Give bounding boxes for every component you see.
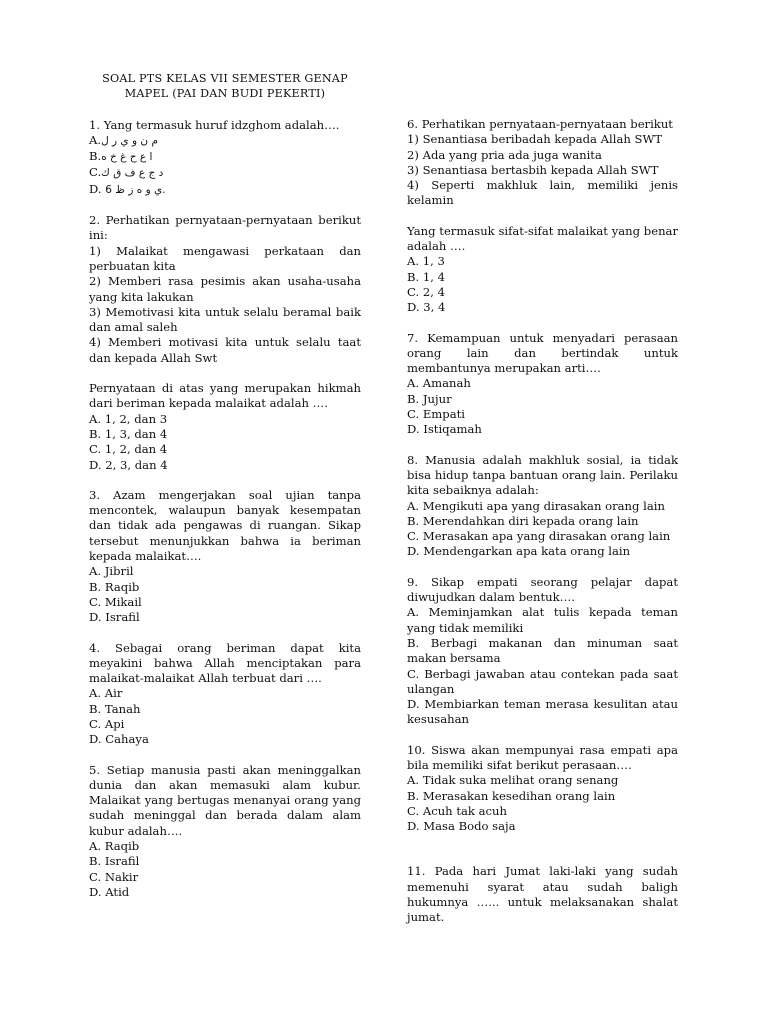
question-text: 7. Kemampuan untuk menyadari perasaan orang lain dan bertindak untuk membantunya merupakan arti…. <box>407 330 678 376</box>
option-b: B. Israfil <box>89 854 140 869</box>
statement-2: 2) Memberi rasa pesimis akan usaha-usaha yang kita lakukan <box>89 274 361 304</box>
option-d: D. Mendengarkan apa kata orang lain <box>407 544 631 559</box>
option-a: A. 1, 2, dan 3 <box>89 411 168 426</box>
option-a: A. Mengikuti apa yang dirasakan orang lain <box>407 498 665 513</box>
option-d: D. Masa Bodo saja <box>407 819 516 834</box>
question-8 <box>407 453 678 560</box>
statement-3: 3) Senantiasa bertasbih kepada Allah SWT <box>407 162 659 177</box>
option-c: C. Nakir <box>89 869 139 884</box>
option-b: B. Jujur <box>407 391 452 406</box>
option-c: C. Mikail <box>89 594 142 609</box>
statement-2: 2) Ada yang pria ada juga wanita <box>407 147 602 162</box>
question-text: 8. Manusia adalah makhluk sosial, ia tidak bisa hidup tanpa bantuan orang lain. Perilaku kita sebaiknya adalah: <box>407 452 678 498</box>
option-a: A. Raqib <box>89 839 140 854</box>
question-1 <box>89 118 361 198</box>
question-text: 11. Pada hari Jumat laki-laki yang sudah memenuhi syarat atau sudah baligh hukumnya …... untuk melaksanakan shalat jumat. <box>407 864 678 925</box>
option-d: D. 6 ي و ه ز ظ. <box>89 181 166 196</box>
option-a: A.م ن و ي ر ل <box>89 132 158 147</box>
title-line-2: MAPEL (PAI DAN BUDI PEKERTI) <box>124 87 326 101</box>
option-c: C. Api <box>89 716 125 731</box>
question-10 <box>407 743 678 835</box>
question-2 <box>89 213 361 473</box>
option-a: A. Jibril <box>89 564 134 579</box>
question-3 <box>89 488 361 626</box>
question-text: 5. Setiap manusia pasti akan meninggalkan dunia dan akan memasuki alam kubur. Malaikat yang bertugas menanyai orang yang sudah meninggal dan berada dalam alam kubur adalah…. <box>89 762 361 838</box>
question-5 <box>89 763 361 901</box>
title-line-1: SOAL PTS KELAS VII SEMESTER GENAP <box>102 72 348 85</box>
option-d: D. Membiarkan teman merasa kesulitan atau kesusahan <box>407 697 678 727</box>
option-c: C. Berbagi jawaban atau contekan pada saat ulangan <box>407 666 678 696</box>
question-text: 10. Siswa akan mempunyai rasa empati apa bila memiliki sifat berikut perasaan…. <box>407 742 678 772</box>
question-11 <box>407 864 678 925</box>
question-4 <box>89 641 361 748</box>
option-b: B.ا ع ح غ خ ه <box>89 149 153 164</box>
option-b: B. Tanah <box>89 701 141 716</box>
option-a: A. Amanah <box>407 376 471 391</box>
question-7 <box>407 331 678 438</box>
option-d: D. Israfil <box>89 610 140 625</box>
statement-1: 1) Senantiasa beribadah kepada Allah SWT <box>407 132 663 147</box>
statement-4: 4) Seperti makhluk lain, memiliki jenis kelamin <box>407 178 678 208</box>
question-text: 2. Perhatikan pernyataan-pernyataan berikut ini: <box>89 213 361 243</box>
question-text: 6. Perhatikan pernyataan-pernyataan berikut <box>407 117 673 131</box>
option-b: B. Raqib <box>89 579 140 594</box>
left-column <box>89 0 361 915</box>
question-text: 4. Sebagai orang beriman dapat kita meyakini bahwa Allah menciptakan para malaikat-malaikat Allah terbuat dari …. <box>89 640 361 686</box>
option-c: C. Merasakan apa yang dirasakan orang lain <box>407 529 671 544</box>
statement-4: 4) Memberi motivasi kita untuk selalu taat dan kepada Allah Swt <box>89 335 361 365</box>
option-c: C.د ج ع ف ق ك <box>89 165 164 180</box>
option-c: C. 2, 4 <box>407 284 445 299</box>
option-a: A. Air <box>89 686 123 701</box>
option-d: D. Istiqamah <box>407 422 482 437</box>
question-9 <box>407 575 678 728</box>
right-column <box>407 117 678 941</box>
option-d: D. Cahaya <box>89 732 149 747</box>
option-b: B. 1, 4 <box>407 269 446 284</box>
option-b: B. Merendahkan diri kepada orang lain <box>407 513 639 528</box>
option-c: C. 1, 2, dan 4 <box>89 442 168 457</box>
question-prompt: Yang termasuk sifat-sifat malaikat yang benar adalah …. <box>407 223 678 254</box>
question-text: 9. Sikap empati seorang pelajar dapat diwujudkan dalam bentuk…. <box>407 574 678 605</box>
page-title <box>89 71 361 102</box>
option-b: B. Berbagi makanan dan minuman saat makan bersama <box>407 635 678 666</box>
question-text: 3. Azam mengerjakan soal ujian tanpa mencontek, walaupun banyak kesempatan dan tidak ada pengawas di ruangan. Sikap tersebut menunjukkan bahwa ia beriman kepada malaikat…. <box>89 487 361 564</box>
question-text: 1. Yang termasuk huruf idzghom adalah…. <box>89 117 340 132</box>
statement-1: 1) Malaikat mengawasi perkataan dan perbuatan kita <box>89 243 361 273</box>
statement-3: 3) Memotivasi kita untuk selalu beramal baik dan amal saleh <box>89 304 361 335</box>
option-d: D. Atid <box>89 884 130 899</box>
option-b: B. Merasakan kesedihan orang lain <box>407 788 616 803</box>
option-a: A. 1, 3 <box>407 254 445 269</box>
option-a: A. Tidak suka melihat orang senang <box>407 773 619 788</box>
option-c: C. Empati <box>407 407 465 422</box>
option-b: B. 1, 3, dan 4 <box>89 426 168 441</box>
option-d: D. 2, 3, dan 4 <box>89 457 168 472</box>
option-a: A. Meminjamkan alat tulis kepada teman yang tidak memiliki <box>407 605 678 635</box>
option-d: D. 3, 4 <box>407 300 446 315</box>
option-c: C. Acuh tak acuh <box>407 803 507 818</box>
question-6 <box>407 117 678 316</box>
question-prompt: Pernyataan di atas yang merupakan hikmah dari beriman kepada malaikat adalah …. <box>89 381 361 411</box>
